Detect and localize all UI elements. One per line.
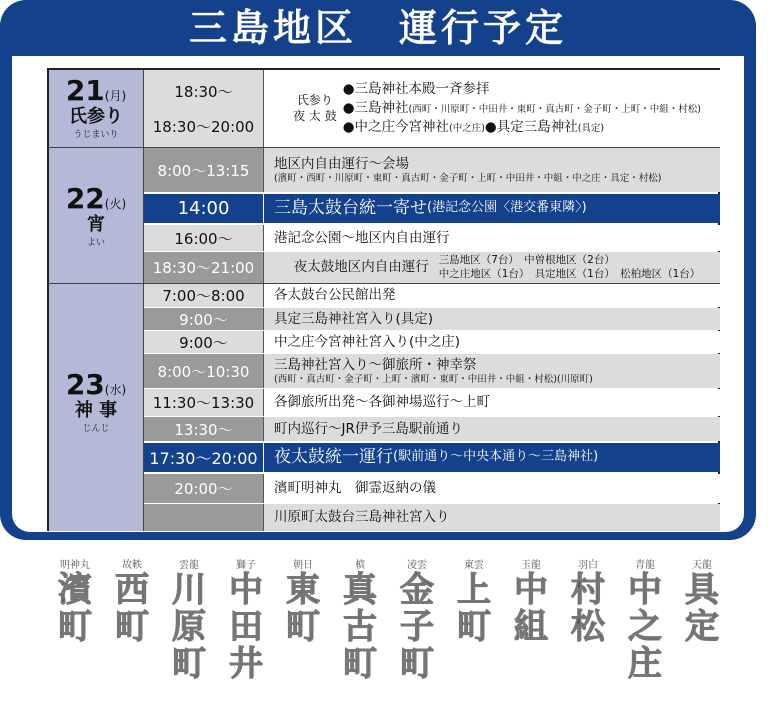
time-cell: 16:00〜 [144,225,264,251]
town-item [164,556,214,683]
time-cell: 7:00〜8:00 [144,284,264,307]
event-cell [264,354,720,388]
day-cell-23 [49,284,144,531]
town-name: 上 町 [457,570,491,647]
event-main: 中之庄今宮神社宮入り(中之庄) [274,333,461,350]
town-name: 真 古 町 [343,570,377,684]
drum-name: 槙 [355,560,365,571]
event-cell [264,225,720,251]
event-line: ●三島神社 [342,100,409,117]
event-main: 港記念公園〜地区内自由運行 [274,229,450,246]
time-cell: 11:30〜13:30 [144,389,264,416]
event-cell [264,308,720,330]
table-row [144,308,720,330]
day-ruby: うじまいり [73,130,119,140]
event-main: 夜太鼓地区内自由運行 [293,259,429,276]
event-line: ●三島神社本殿一斉参拝 [342,81,490,98]
town-item [392,556,442,683]
drum-name: 明神丸 [60,560,90,571]
time-cell: 8:00〜13:15 [144,148,264,192]
drum-name: 東雲 [464,560,484,571]
town-item [620,556,670,683]
time-cell: 17:30〜20:00 [144,443,264,472]
town-item [221,556,271,683]
table-row [144,284,720,307]
town-list [50,556,730,706]
day-cell-22 [49,148,144,283]
event-cell [264,252,720,283]
town-item [449,556,499,646]
time-cell: 8:00〜10:30 [144,354,264,388]
town-item [563,556,613,646]
table-row [144,70,720,147]
event-main: 具定三島神社宮入り(具定) [274,310,434,327]
event-cell [264,70,720,147]
event-main: 三島太鼓台統一寄せ [274,197,427,218]
drum-name: 羽白 [578,560,598,571]
town-item [506,556,556,646]
time-cell: 9:00〜 [144,331,264,353]
time-cell: 20:00〜 [144,474,264,503]
day-name: 宵 [87,214,105,235]
event-sub: 中之庄地区（1台） 具定地区（1台） 松柏地区（1台） [438,267,701,280]
town-name: 濱 町 [58,570,92,647]
event-line: ●中之庄今宮神社 [342,118,449,135]
town-item [278,556,328,646]
drum-name: 天龍 [692,560,712,571]
event-cell [264,284,720,307]
town-item [107,556,157,646]
drum-name: 青龍 [635,560,655,571]
town-name: 東 町 [286,570,320,647]
event-line: ●具定三島神社 [484,118,578,135]
event-sub: (西町・真古町・金子町・上町・濱町・東町・中田井・中組・村松)(川原町) [274,373,593,385]
day-ruby: よい [86,238,105,248]
drum-name: 雲龍 [179,560,199,571]
event-main: 各太鼓台公民館出発 [274,287,396,304]
town-name: 西 町 [115,570,149,647]
table-row-highlight [144,443,720,472]
event-cell [264,443,720,472]
drum-name: 獅子 [236,560,256,571]
time-cell: 14:00 [144,194,264,223]
town-name: 中 田 井 [229,570,263,684]
table-row [144,331,720,353]
event-sub: (港記念公園〈港交番東隣〉) [427,200,587,216]
table-row-highlight [144,194,720,223]
event-main: 濱町明神丸 御霊返納の儀 [274,480,436,497]
event-main: 町内巡行〜JR伊予三島駅前通り [274,420,463,437]
town-item [335,556,385,683]
event-sub: (濱町・西町・川原町・東町・真古町・金子町・上町・中田井・中組・中之庄・具定・村松) [274,172,662,184]
time-cell: 18:30〜21:00 [144,252,264,283]
day-number: 21 [65,74,105,107]
day-of-week: (水) [104,383,127,397]
time-cell [144,504,264,531]
event-cell [264,148,720,192]
drum-name: 玉龍 [521,560,541,571]
day-of-week: (火) [104,197,127,211]
event-cell [264,194,720,223]
event-sub: (中之庄) [449,122,485,134]
event-cell [264,474,720,503]
town-name: 村 松 [571,570,605,647]
day-of-week: (月) [104,89,127,103]
event-main: 各御旅所出発〜各御神場巡行〜上町 [274,394,490,411]
time-text: 18:30〜 [174,82,233,101]
event-sub: (駅前通り〜中央本通り〜三島神社) [393,449,599,465]
table-row [144,504,720,531]
town-name: 金 子 町 [400,570,434,684]
event-cell [264,331,720,353]
schedule-table [47,68,720,531]
event-label: 夜 太 鼓 [293,108,337,123]
town-name: 中 之 庄 [628,570,662,684]
time-cell: 9:00〜 [144,308,264,330]
drum-name: 凌雲 [407,560,427,571]
event-sub: (西町・川原町・中田井・東町・真古町・金子町・上町・中組・村松) [408,104,701,116]
table-row [144,252,720,283]
drum-name: 朝日 [293,560,313,571]
town-item [50,556,100,646]
table-row [144,417,720,441]
day-cell-21 [49,70,144,147]
table-row [144,354,720,388]
event-sub: (具定) [577,122,605,134]
table-row [144,474,720,503]
table-row [144,148,720,192]
event-cell [264,417,720,441]
page-title: 三島地区 運行予定 [188,6,567,50]
day-name: 神 事 [74,400,118,421]
event-main: 地区内自由運行〜会場 [274,155,409,172]
time-cell: 13:30〜 [144,417,264,441]
day-ruby: じんじ [82,424,110,434]
event-cell [264,389,720,416]
town-name: 具 定 [685,570,719,647]
time-text: 18:30〜20:00 [152,117,255,136]
day-number: 23 [65,368,105,401]
time-cell [144,70,264,147]
event-main: 川原町太鼓台三島神社宮入り [274,509,450,526]
event-main: 夜太鼓統一運行 [274,446,393,467]
day-name: 氏参り [69,106,123,127]
event-label: 氏参り [296,92,333,107]
town-name: 中 組 [514,570,548,647]
town-item [677,556,727,646]
event-sub: 三島地区（7台） 中曽根地区（2台） [438,253,615,266]
event-cell [264,504,720,531]
drum-name: 故軼 [122,560,142,571]
table-row [144,389,720,416]
day-number: 22 [65,182,105,215]
event-main: 三島神社宮入り〜御旅所・神幸祭 [274,356,477,373]
town-name: 川 原 町 [172,570,206,684]
table-row [144,225,720,251]
